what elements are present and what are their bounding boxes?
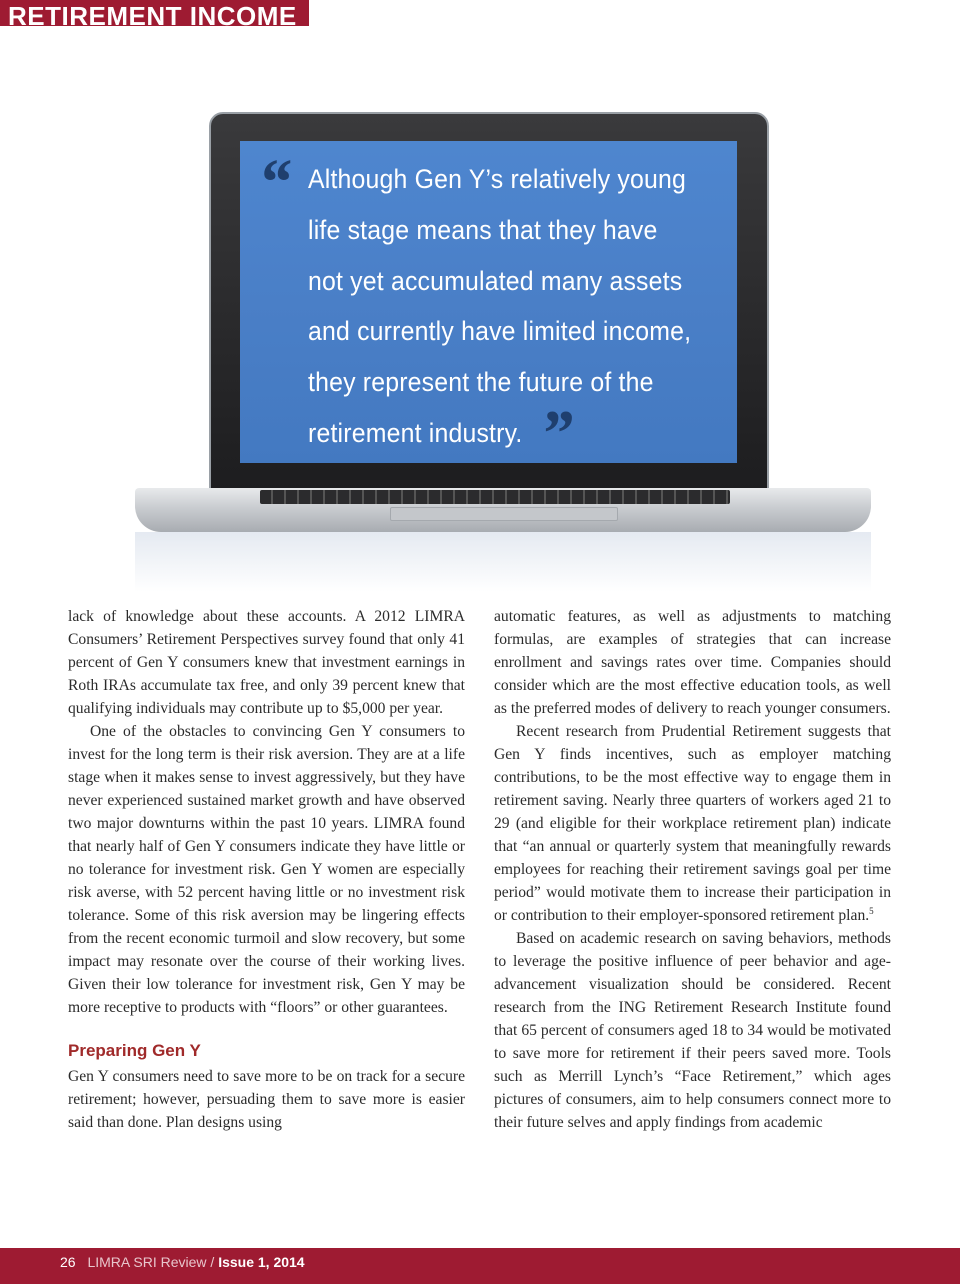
left-column [68,605,465,1134]
laptop-trackpad [390,507,618,521]
body-paragraph: Gen Y consumers need to save more to be on track for a secure retirement; however, persuading them to save more is easier said than done. Plan designs using [68,1068,465,1131]
body-paragraph: automatic features, as well as adjustments to matching formulas, are examples of strategies that can increase enrollment and savings rates over time. Companies should consider which are the most effective education tools, as well as the preferred modes of delivery to reach younger consumers. [494,608,891,717]
laptop-keyboard [260,490,730,504]
open-quote-mark: “ [258,146,291,219]
publication-name: LIMRA SRI Review / [87,1254,215,1270]
pull-quote [308,154,694,459]
pull-quote-line: retirement industry. [308,417,523,448]
body-paragraph: Based on academic research on saving behaviors, methods to leverage the positive influence of peer behavior and age-advancement visualization should be considered. Recent research from the ING Retirement Research Institute found that 65 percent of consumers aged 18 to 34 would be motivated to save more for retirement if their peers saved more. Tools such as Merrill Lynch’s “Face Retirement,” which ages pictures of consumers, aim to help consumers connect more to their future selves and apply findings from academic [494,930,891,1131]
paragraph-text: Recent research from Prudential Retirement suggests that Gen Y finds incentives, such as employer matching contributions, to be the most effective way to engage them in retirement saving. Nearly three quarters of workers aged 21 to 29 (and eligible for their workplace retirement plan) indicate that “an annual or quarterly system that meaningfully rewards employees for reaching their retirement savings goal per time period” would motivate them to increase their participation in or contribution to their employer-sponsored retirement plan. [494,723,891,924]
issue-label: Issue 1, 2014 [218,1254,305,1270]
pull-quote-line: not yet accumulated many assets [308,265,683,296]
body-paragraph: One of the obstacles to convincing Gen Y consumers to invest for the long term is their risk aversion. They are at a life stage when it makes sense to invest aggressively, but they have never experienced sustained market growth and have observed two major downturns within the past 10 years. LIMRA found that nearly half of Gen Y consumers indicate they have little or no tolerance for investment risk. Gen Y women are especially risk averse, with 52 percent having little or no investment risk tolerance. Some of this risk aversion may be lingering effects from the recent economic turmoil and slow recovery, but some impact may resonate over the course of their working lives. Given their low tolerance for investment risk, Gen Y may be more receptive to products with “floors” or other guarantees. [68,723,465,1016]
close-quote-mark: ” [540,397,573,470]
body-paragraph [494,720,891,927]
laptop-reflection [135,532,871,592]
page-number: 26 [60,1254,76,1270]
section-heading: Preparing Gen Y [68,1041,201,1060]
right-column [494,605,891,1134]
pull-quote-line: Although Gen Y’s relatively young [308,164,687,194]
body-paragraph: lack of knowledge about these accounts. A 2012 LIMRA Consumers’ Retirement Perspectives survey found that only 41 percent of Gen Y consumers knew that investment earnings in Roth IRAs accumulate tax free, and only 39 percent knew that qualifying individuals may contribute up to $5,000 per year. [68,608,465,717]
pull-quote-line: and currently have limited income, [308,316,692,347]
pull-quote-line: life stage means that they have [308,214,658,245]
pull-quote-line: they represent the future of the [308,367,654,398]
section-title: RETIREMENT INCOME [8,1,297,26]
page-footer [0,1248,960,1284]
footnote-ref: 5 [869,905,874,916]
